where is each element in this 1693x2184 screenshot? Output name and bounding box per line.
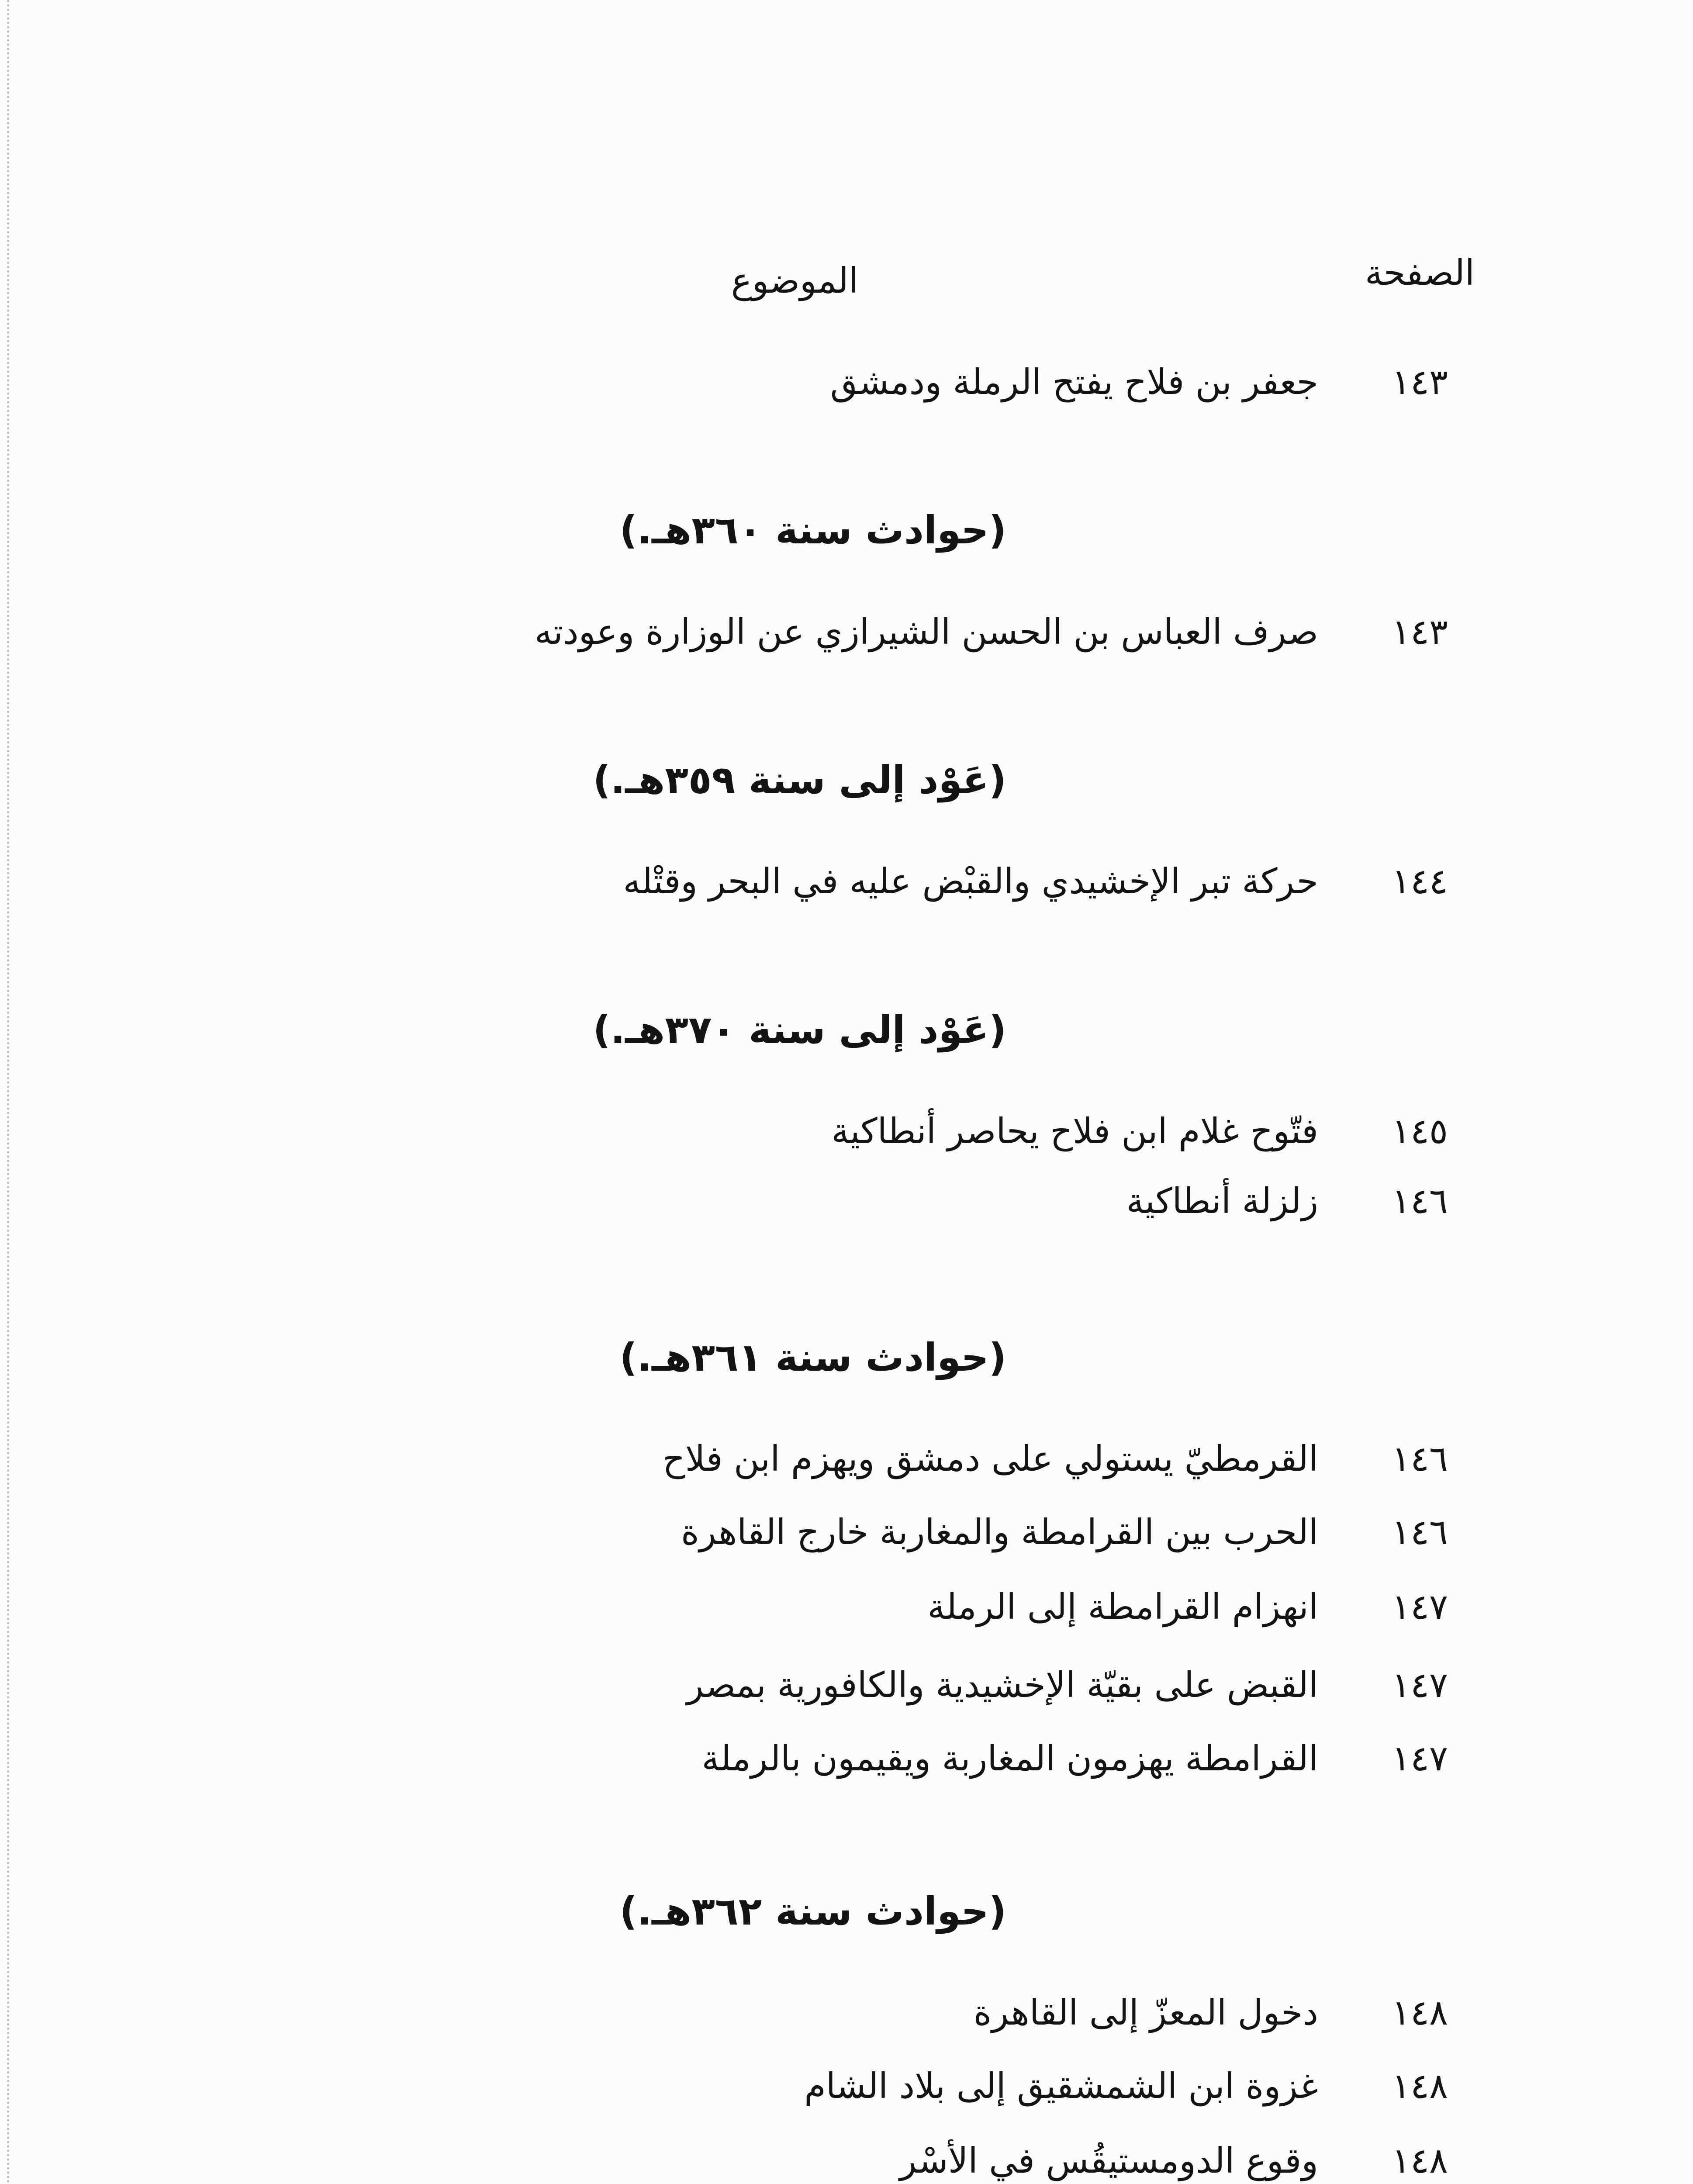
toc-page-number: ١٤٧ [1392, 1738, 1448, 1779]
toc-entry [0, 1732, 1693, 1785]
toc-page-number: ١٤٣ [1392, 362, 1448, 402]
toc-entry [0, 356, 1693, 408]
toc-page-number: ١٤٨ [1392, 2140, 1448, 2181]
toc-topic: القبض على بقيّة الإخشيدية والكافورية بمصر [686, 1665, 1318, 1705]
toc-entry [0, 1433, 1693, 1485]
toc-entry [0, 1987, 1693, 2039]
page-column-header: الصفحة [1365, 252, 1475, 293]
toc-topic: صرف العباس بن الحسن الشيرازي عن الوزارة وعودته [534, 612, 1318, 652]
toc-entry [0, 1175, 1693, 1227]
year-heading: (عَوْد إلى سنة ٣٥٩هـ.) [593, 757, 1006, 802]
toc-topic: انهزام القرامطة إلى الرملة [927, 1586, 1318, 1627]
toc-topic: القرامطة يهزمون المغاربة ويقيمون بالرملة [701, 1738, 1318, 1779]
toc-page-number: ١٤٧ [1392, 1586, 1448, 1627]
toc-page-number: ١٤٥ [1392, 1111, 1448, 1151]
toc-topic: دخول المعزّ إلى القاهرة [973, 1992, 1318, 2033]
toc-entry [0, 1581, 1693, 1633]
year-heading: (عَوْد إلى سنة ٣٧٠هـ.) [593, 1007, 1006, 1052]
toc-topic: القرمطيّ يستولي على دمشق ويهزم ابن فلاح [662, 1438, 1318, 1479]
toc-page-number: ١٤٦ [1392, 1438, 1448, 1479]
toc-entry [0, 855, 1693, 908]
toc-topic: حركة تبر الإخشيدي والقبْض عليه في البحر وقتْله [623, 861, 1318, 902]
toc-topic: غزوة ابن الشمشقيق إلى بلاد الشام [804, 2066, 1318, 2106]
toc-page-number: ١٤٦ [1392, 1512, 1448, 1552]
toc-page-number: ١٤٨ [1392, 2066, 1448, 2106]
toc-topic: جعفر بن فلاح يفتح الرملة ودمشق [830, 362, 1318, 402]
year-heading: (حوادث سنة ٣٦١هـ.) [619, 1335, 1006, 1380]
year-heading: (حوادث سنة ٣٦٠هـ.) [619, 508, 1006, 553]
toc-page-number: ١٤٨ [1392, 1992, 1448, 2033]
toc-topic: فتّوح غلام ابن فلاح يحاصر أنطاكية [831, 1111, 1318, 1151]
toc-topic: الحرب بين القرامطة والمغاربة خارج القاهرة [681, 1512, 1318, 1552]
toc-page-number: ١٤٤ [1392, 861, 1448, 902]
toc-entry [0, 1659, 1693, 1711]
toc-entry [0, 606, 1693, 658]
toc-entry [0, 1105, 1693, 1158]
topic-column-header: الموضوع [731, 260, 858, 301]
year-heading: (حوادث سنة ٣٦٢هـ.) [619, 1889, 1006, 1934]
toc-entry [0, 1506, 1693, 1559]
scan-binding-edge [7, 0, 9, 2184]
toc-page-number: ١٤٦ [1392, 1181, 1448, 1221]
toc-topic: وقوع الدومستيقُس في الأسْر [899, 2140, 1318, 2181]
toc-page-number: ١٤٧ [1392, 1665, 1448, 1705]
toc-entry [0, 2135, 1693, 2184]
toc-topic: زلزلة أنطاكية [1126, 1181, 1318, 1221]
toc-entry [0, 2060, 1693, 2112]
toc-page-number: ١٤٣ [1392, 612, 1448, 652]
